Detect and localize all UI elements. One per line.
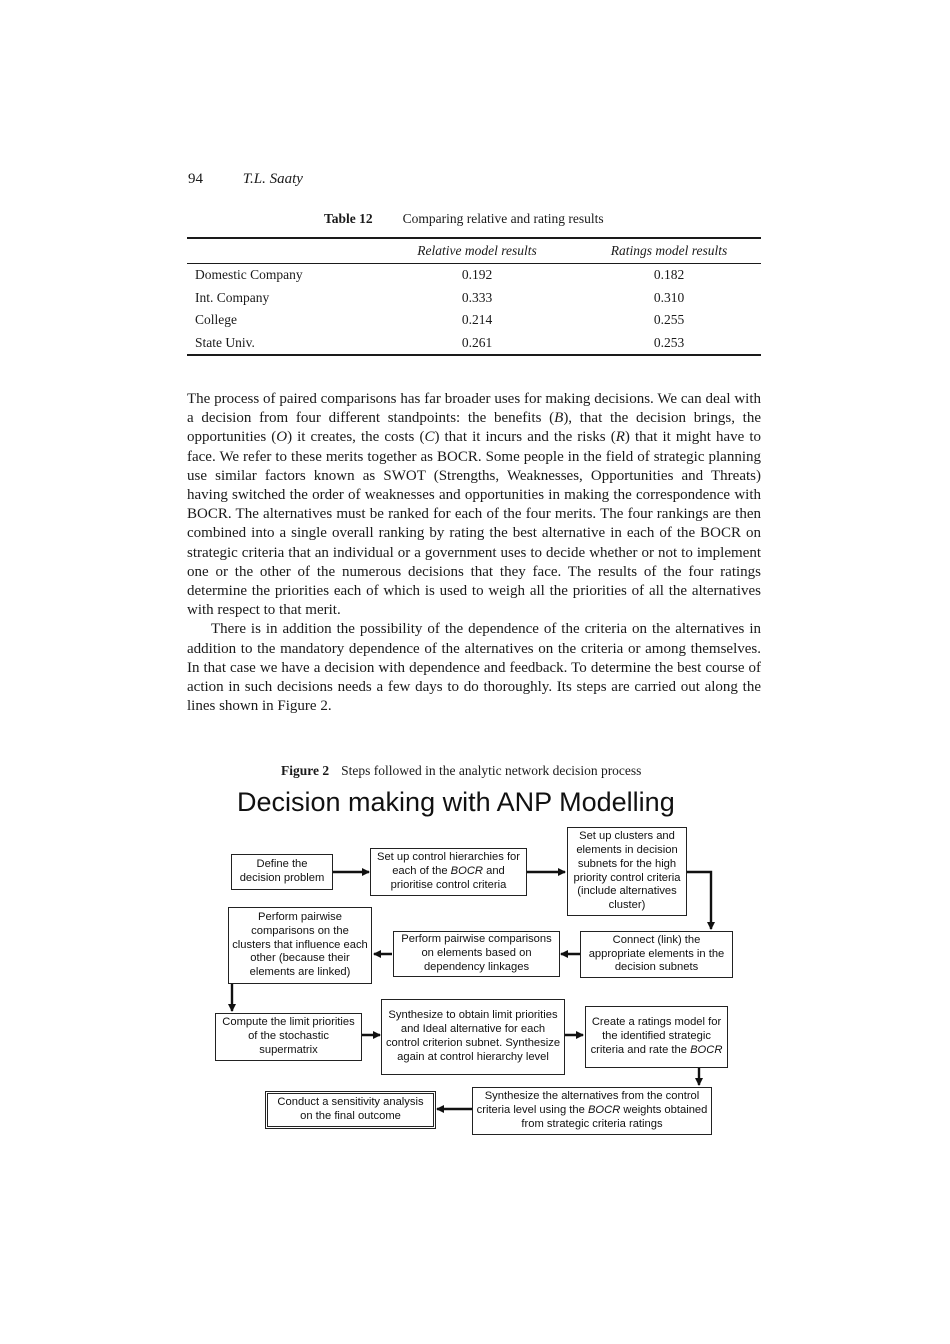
table-caption-text: Comparing relative and rating results <box>402 211 604 226</box>
figure-label: Figure 2 <box>281 763 330 778</box>
relative-value: 0.261 <box>377 332 577 356</box>
ratings-value: 0.255 <box>653 312 685 328</box>
row-name: Domestic Company <box>195 267 303 283</box>
figure-caption <box>281 763 641 779</box>
relative-value: 0.214 <box>461 312 493 328</box>
step-sensitivity-analysis: Conduct a sensitivity analysis on the final outcome <box>265 1091 436 1129</box>
step-set-up-clusters: Set up clusters and elements in decision subnets for the high priority control criteria (include alternatives cluster) <box>567 827 687 916</box>
step-synthesize-alternatives: Synthesize the alternatives from the control criteria level using the BOCR weights obtained from strategic criteria ratings <box>472 1087 712 1135</box>
table-row <box>187 264 761 287</box>
table-header-row <box>187 238 761 264</box>
arrow-3-to-4 <box>687 872 711 929</box>
diagram-title: Decision making with ANP Modelling <box>237 787 675 817</box>
column-header-blank <box>187 238 377 264</box>
step-cluster-comparisons: Perform pairwise comparisons on the clusters that influence each other (because their elements are linked) <box>228 907 372 984</box>
step-limit-priorities: Compute the limit priorities of the stochastic supermatrix <box>215 1013 362 1061</box>
row-name: State Univ. <box>187 332 377 356</box>
row-name: College <box>195 312 237 328</box>
step-connect-elements: Connect (link) the appropriate elements in the decision subnets <box>580 931 733 978</box>
step-element-comparisons: Perform pairwise comparisons on elements based on dependency linkages <box>393 931 560 977</box>
figure-caption-text: Steps followed in the analytic network decision process <box>341 763 642 778</box>
table-caption <box>324 211 604 227</box>
ratings-value: 0.310 <box>653 289 685 305</box>
step-synthesize-limit: Synthesize to obtain limit priorities and Ideal alternative for each control criterion subnet. Synthesize again at control hierarchy level <box>381 999 565 1075</box>
ratings-value: 0.253 <box>577 332 761 356</box>
body-text <box>187 390 761 716</box>
paragraph-1: The process of paired comparisons has far broader uses for making decisions. We can deal with a decision from four different standpoints: the benefits (B), that the decision brings, the opportunities (O) it creates, the costs (C) that it incurs and the risks (R) that it might have to face. We refer to these merits together as BOCR. Some people in the field of strategic planning use similar factors known as SWOT (Strengths, Weaknesses, Opportunities and Threats) having switched the order of weaknesses and opportunities in making the correspondence with BOCR. The alternatives must be ranked for each of the four merits. The four rankings are then combined into a single overall ranking by rating the best alternative in each of the BOCR on strategic criteria that an individual or a government uses to decide whether or not to implement one or the other of the numerous decisions that they face. The results of the four ratings determine the priorities each of which is used to weigh all the priorities of all the alternatives with respect to that merit. <box>187 391 762 619</box>
table-row <box>187 332 761 356</box>
step-control-hierarchies: Set up control hierarchies for each of the BOCR and prioritise control criteria <box>370 848 527 896</box>
table-label: Table 12 <box>324 211 373 226</box>
running-header <box>188 171 303 188</box>
relative-value: 0.192 <box>461 267 493 283</box>
step-define-problem: Define the decision problem <box>231 854 333 890</box>
step-ratings-model: Create a ratings model for the identified strategic criteria and rate the BOCR <box>585 1006 728 1068</box>
running-author: T.L. Saaty <box>242 171 303 187</box>
results-table <box>187 237 761 356</box>
table-row <box>187 309 761 332</box>
page-number: 94 <box>188 171 203 187</box>
column-header-relative: Relative model results <box>377 238 577 264</box>
ratings-value: 0.182 <box>653 267 685 283</box>
paragraph-2: There is in addition the possibility of the dependence of the criteria on the alternatives in addition to the mandatory dependence of the alternatives on the criteria or among themselves. In that case we have a decision with dependence and feedback. To determine the best course of action in such decisions needs a few days to do thoroughly. Its steps are carried out along the lines shown in Figure 2. <box>187 621 761 715</box>
anp-flow-diagram <box>215 787 735 1139</box>
column-header-ratings: Ratings model results <box>577 238 761 264</box>
row-name: Int. Company <box>195 289 270 305</box>
table-row <box>187 287 761 310</box>
relative-value: 0.333 <box>461 289 493 305</box>
